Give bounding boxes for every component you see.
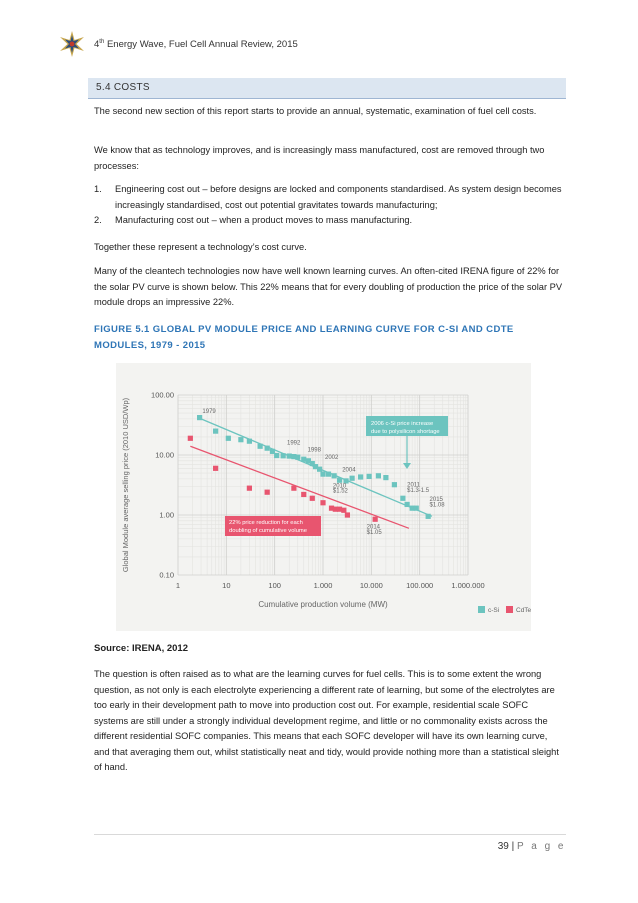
data-point-c-si (326, 472, 331, 477)
y-tick-label: 100.00 (151, 390, 174, 400)
year-label: 1992 (287, 440, 301, 447)
paragraph-fuel-cells: The question is often raised as to what are the learning curves for fuel cells. This is to some extent the wrong question, as not only is each electrolyte experiencing a different rate of learning, but some of the electrolytes are too early in their development path to move into production cost out. For example, residential scale SOFC systems are still under a strongly individual development regime, and little or no commonality exists across the different residential SOFC companies. This means that each SOFC developer will have its own learning curve, and that averaging them out, whilst statistically neat and tidy, would provide nothing more than a statistical sleight of hand. (94, 669, 559, 772)
year-label: 1979 (202, 409, 216, 416)
figure-caption: FIGURE 5.1 GLOBAL PV MODULE PRICE AND LEARNING CURVE FOR C-SI AND CDTE MODULES, 1979 - 2015 (94, 324, 514, 351)
data-point-c-si (287, 453, 292, 458)
page-word: P a g e (516, 841, 566, 852)
paragraph-cost-curve: Together these represent a technology’s cost curve. (94, 242, 307, 252)
year-label: 2002 (325, 455, 339, 462)
data-point-cdte (213, 466, 218, 471)
annotation-text-pink: 22% price reduction for each (229, 520, 303, 526)
paragraph-processes: We know that as technology improves, and is increasingly mass manufactured, cost are removed through two processes: (94, 145, 545, 171)
paragraph-learning-curves: Many of the cleantech technologies now have well known learning curves. An often-cited IRENA figure of 22% for the solar PV curve is shown below. This 22% means that for every doubling of production the price of the solar PV module drops an impressive 22%. (94, 266, 563, 307)
annotation-text-teal: 2006 c-Si price increase (371, 421, 434, 427)
data-point-cdte (247, 486, 252, 491)
x-tick-label: 100.000 (406, 581, 434, 590)
data-point-c-si (247, 439, 252, 444)
annotation-text-teal: due to polysilicon shortage (371, 429, 440, 435)
annotation-text-pink: doubling of cumulative volume (229, 528, 307, 534)
data-point-c-si (400, 496, 405, 501)
data-point-c-si (337, 478, 342, 483)
data-point-cdte (341, 508, 346, 513)
data-point-c-si (414, 506, 419, 511)
year-label: $1.52 (332, 488, 348, 495)
x-tick-label: 10.000 (359, 581, 383, 590)
data-point-c-si (332, 473, 337, 478)
data-point-cdte (373, 517, 378, 522)
x-tick-label: 10 (222, 581, 231, 590)
data-point-c-si (301, 457, 306, 462)
list-item: 1. Engineering cost out – before designs are locked and components standardised. As system design becomes increasingly standardised, cost out potential gravitates towards manufacturing; (94, 184, 562, 210)
page-number: 39 (497, 841, 509, 852)
data-point-c-si (238, 437, 243, 442)
x-tick-label: 1 (175, 581, 181, 590)
y-tick-label: 10.00 (155, 450, 174, 460)
x-axis-label: Cumulative production volume (MW) (258, 600, 388, 609)
y-tick-label: 1.00 (159, 510, 174, 520)
pv-learning-curve-chart (116, 363, 531, 631)
legend-label: c-Si (488, 607, 500, 614)
year-label: 2010 (332, 483, 347, 490)
data-point-c-si (226, 436, 231, 441)
footer-divider (94, 834, 566, 835)
x-tick-label: 1.000.000 (451, 581, 485, 590)
year-label: 2014 (366, 524, 381, 531)
y-axis-label: Global Module average selling price (2010 USD/Wp) (121, 397, 130, 573)
chart-svg (116, 363, 531, 631)
legend-swatch-c-si (478, 606, 485, 613)
data-point-cdte (291, 486, 296, 491)
data-point-c-si (349, 476, 354, 481)
data-point-c-si (274, 453, 279, 458)
process-list (94, 182, 564, 229)
year-label: 2015 (429, 497, 443, 504)
data-point-c-si (258, 444, 263, 449)
data-point-c-si (281, 453, 286, 458)
year-label: 1998 (307, 447, 321, 454)
data-point-c-si (392, 482, 397, 487)
data-point-c-si (295, 455, 300, 460)
year-label: $1.08 (429, 502, 445, 509)
page-footer (498, 841, 566, 852)
data-point-cdte (320, 500, 325, 505)
year-label: $1.3-1.5 (407, 488, 430, 495)
data-point-cdte (345, 512, 350, 517)
data-point-cdte (265, 490, 270, 495)
data-point-c-si (213, 429, 218, 434)
footer-separator: | (511, 841, 515, 852)
section-heading-bar (88, 78, 566, 99)
data-point-c-si (320, 472, 325, 477)
data-point-c-si (358, 474, 363, 479)
year-label: $1.05 (366, 530, 382, 537)
year-label: 2004 (342, 467, 356, 474)
figure-source: Source: IRENA, 2012 (94, 643, 188, 654)
legend-label: CdTe (516, 607, 531, 614)
list-item: 2. Manufacturing cost out – when a product moves to mass manufacturing. (94, 215, 413, 225)
paragraph-intro: The second new section of this report starts to provide an annual, systematic, examination of fuel cell costs. (94, 106, 537, 116)
header-title: 4th Energy Wave, Fuel Cell Annual Review, 2015 (94, 39, 298, 51)
data-point-c-si (376, 473, 381, 478)
data-point-cdte (310, 496, 315, 501)
data-point-c-si (317, 467, 322, 472)
legend-swatch-cdte (506, 606, 513, 613)
year-label: 2011 (407, 482, 421, 489)
data-point-cdte (301, 492, 306, 497)
data-point-c-si (405, 502, 410, 507)
data-point-c-si (265, 446, 270, 451)
x-tick-label: 1.000 (313, 581, 333, 590)
data-point-c-si (367, 474, 372, 479)
data-point-c-si (426, 514, 431, 519)
energy-wave-logo-icon (58, 30, 86, 58)
section-title: 5.4 COSTS (96, 82, 150, 93)
x-tick-label: 100 (268, 581, 281, 590)
y-tick-label: 0.10 (159, 570, 174, 580)
data-point-cdte (188, 436, 193, 441)
data-point-c-si (383, 475, 388, 480)
data-point-c-si (197, 415, 202, 420)
